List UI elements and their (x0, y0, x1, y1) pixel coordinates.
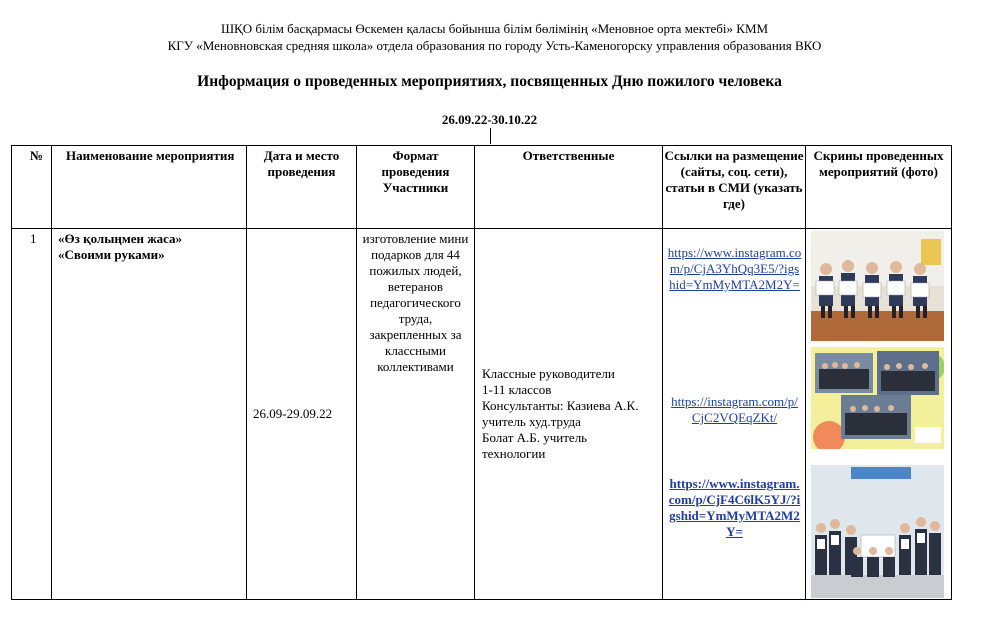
header-event-name: Наименование мероприятия (52, 146, 247, 229)
responsible-line: Классные руководители (482, 366, 615, 381)
event-name-russian: «Своими руками» (58, 247, 165, 262)
cursor-mark (490, 128, 491, 144)
date-range: 26.09.22-30.10.22 (441, 112, 538, 127)
row-number: 1 (12, 229, 52, 600)
header-num: № (12, 146, 52, 229)
responsible-line: 1-11 классов (482, 382, 552, 397)
instagram-link-3[interactable]: https://www.instagram.com/p/CjF4C6lK5YJ/?igshid=YmMyMTA2M2Y= (668, 476, 801, 539)
events-table (11, 145, 952, 600)
event-photo-2 (811, 347, 944, 449)
event-date: 26.09-29.09.22 (247, 229, 357, 600)
event-photo-3 (811, 465, 944, 598)
event-name-cell (52, 229, 247, 600)
header-format: Формат проведения Участники (357, 146, 475, 229)
responsible-line: Болат А.Б. учитель (482, 430, 588, 445)
instagram-link-1[interactable]: https://www.instagram.com/p/CjA3YhQq3E5/?igshid=YmMyMTA2M2Y= (667, 245, 802, 292)
links-cell (663, 229, 806, 600)
responsible-line: технологии (482, 446, 546, 461)
header-line-kazakh: ШҚО білім басқармасы Өскемен қаласы бойынша білім бөлімінің «Меновное орта мектебі» КММ (220, 21, 769, 36)
document-title: Информация о проведенных мероприятиях, посвященных Дню пожилого человека (197, 73, 782, 90)
header-line-russian: КГУ «Меновновская средняя школа» отдела образования по городу Усть-Каменогорску управления образования ВКО (167, 38, 822, 53)
header-responsible: Ответственные (475, 146, 663, 229)
header-date-place: Дата и место проведения (247, 146, 357, 229)
event-name-kazakh: «Өз қолыңмен жаса» (58, 231, 183, 246)
event-format: изготовление мини подарков для 44 пожилых людей, ветеранов педагогического труда, закрепленных за классными коллективами (357, 229, 475, 600)
responsible-cell (475, 229, 663, 600)
table-header-row (12, 146, 952, 229)
header-screens: Скрины проведенных мероприятий (фото) (806, 146, 952, 229)
screenshots-cell (806, 229, 952, 600)
instagram-link-2[interactable]: https://instagram.com/p/CjC2VQEqZKt/ (671, 394, 798, 425)
event-photo-1 (811, 231, 944, 341)
table-row (12, 229, 952, 600)
header-links: Ссылки на размещение (сайты, соц. сети), статьи в СМИ (указать где) (663, 146, 806, 229)
responsible-line: учитель худ.труда (482, 414, 581, 429)
responsible-line: Консультанты: Казиева А.К. (482, 398, 639, 413)
